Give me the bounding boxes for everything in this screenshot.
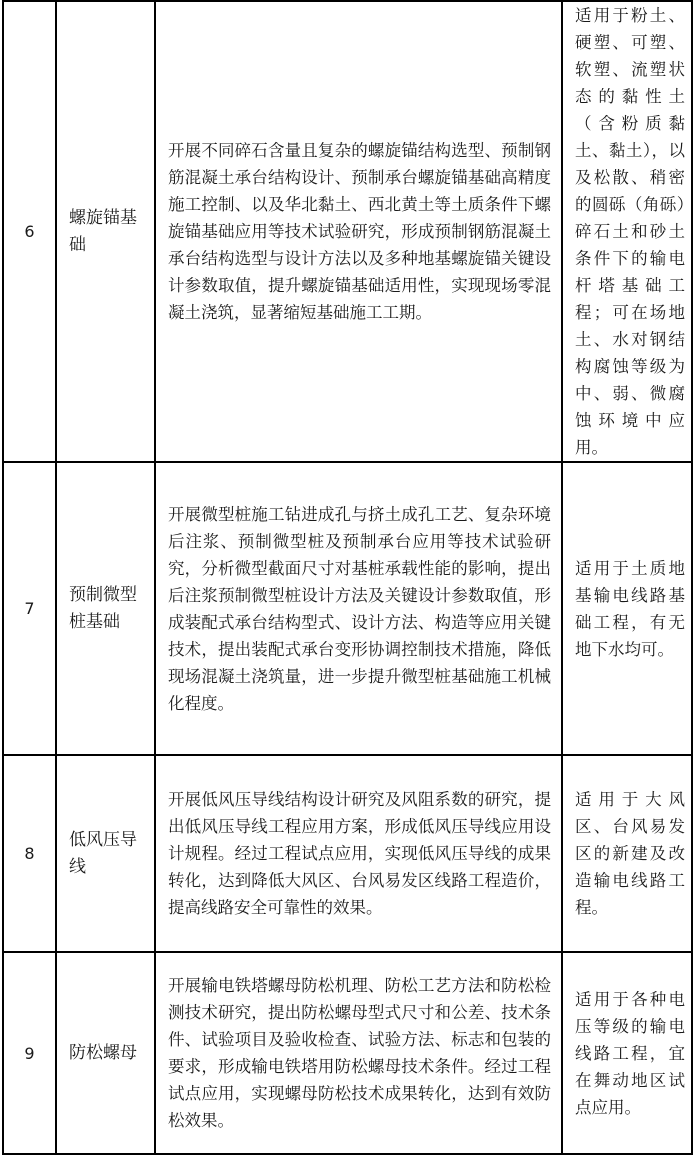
row-number: 7 bbox=[3, 462, 56, 755]
row-number: 6 bbox=[3, 1, 56, 462]
table-row bbox=[3, 1, 692, 462]
application-scope: 适用于土质地基输电线路基础工程，有无地下水均可。 bbox=[562, 462, 692, 755]
table-row bbox=[3, 952, 692, 1154]
technology-name: 预制微型桩基础 bbox=[56, 462, 155, 755]
row-number: 9 bbox=[3, 952, 56, 1154]
research-content: 开展输电铁塔螺母防松机理、防松工艺方法和防松检测技术研究，提出防松螺母型式尺寸和公差、技术条件、试验项目及验收检查、试验方法、标志和包装的要求，形成输电铁塔用防松螺母技术条件。经过工程试点应用，实现螺母防松技术成果转化，达到有效防松效果。 bbox=[155, 952, 562, 1154]
research-content: 开展不同碎石含量且复杂的螺旋锚结构选型、预制钢筋混凝土承台结构设计、预制承台螺旋锚基础高精度施工控制、以及华北黏土、西北黄土等土质条件下螺旋锚基础应用等技术试验研究，形成预制钢筋混凝土承台结构选型与设计方法以及多种地基螺旋锚关键设计参数取值，提升螺旋锚基础适用性，实现现场零混凝土浇筑，显著缩短基础施工工期。 bbox=[155, 1, 562, 462]
application-scope: 适用于大风区、台风易发区的新建及改造输电线路工程。 bbox=[562, 755, 692, 952]
application-scope: 适用于粉土、硬塑、可塑、软塑、流塑状态的黏性土（含粉质黏土、黏土），以及松散、稍密的圆砾（角砾）碎石土和砂土条件下的输电杆塔基础工程；可在场地土、水对钢结构腐蚀等级为中、弱、微腐蚀环境中应用。 bbox=[562, 1, 692, 462]
row-number: 8 bbox=[3, 755, 56, 952]
technology-name: 防松螺母 bbox=[56, 952, 155, 1154]
research-content: 开展低风压导线结构设计研究及风阻系数的研究，提出低风压导线工程应用方案，形成低风压导线应用设计规程。经过工程试点应用，实现低风压导线的成果转化，达到降低大风区、台风易发区线路工程造价，提高线路安全可靠性的效果。 bbox=[155, 755, 562, 952]
research-content: 开展微型桩施工钻进成孔与挤土成孔工艺、复杂环境后注浆、预制微型桩及预制承台应用等技术试验研究，分析微型截面尺寸对基桩承载性能的影响，提出后注浆预制微型桩设计方法及关键设计参数取值，形成装配式承台结构型式、设计方法、构造等应用关键技术，提出装配式承台变形协调控制技术措施，降低现场混凝土浇筑量，进一步提升微型桩基础施工机械化程度。 bbox=[155, 462, 562, 755]
technology-table bbox=[2, 0, 693, 1155]
technology-name: 低风压导线 bbox=[56, 755, 155, 952]
table-row bbox=[3, 755, 692, 952]
application-scope: 适用于各种电压等级的输电线路工程，宜在舞动地区试点应用。 bbox=[562, 952, 692, 1154]
technology-name: 螺旋锚基础 bbox=[56, 1, 155, 462]
table-row bbox=[3, 462, 692, 755]
